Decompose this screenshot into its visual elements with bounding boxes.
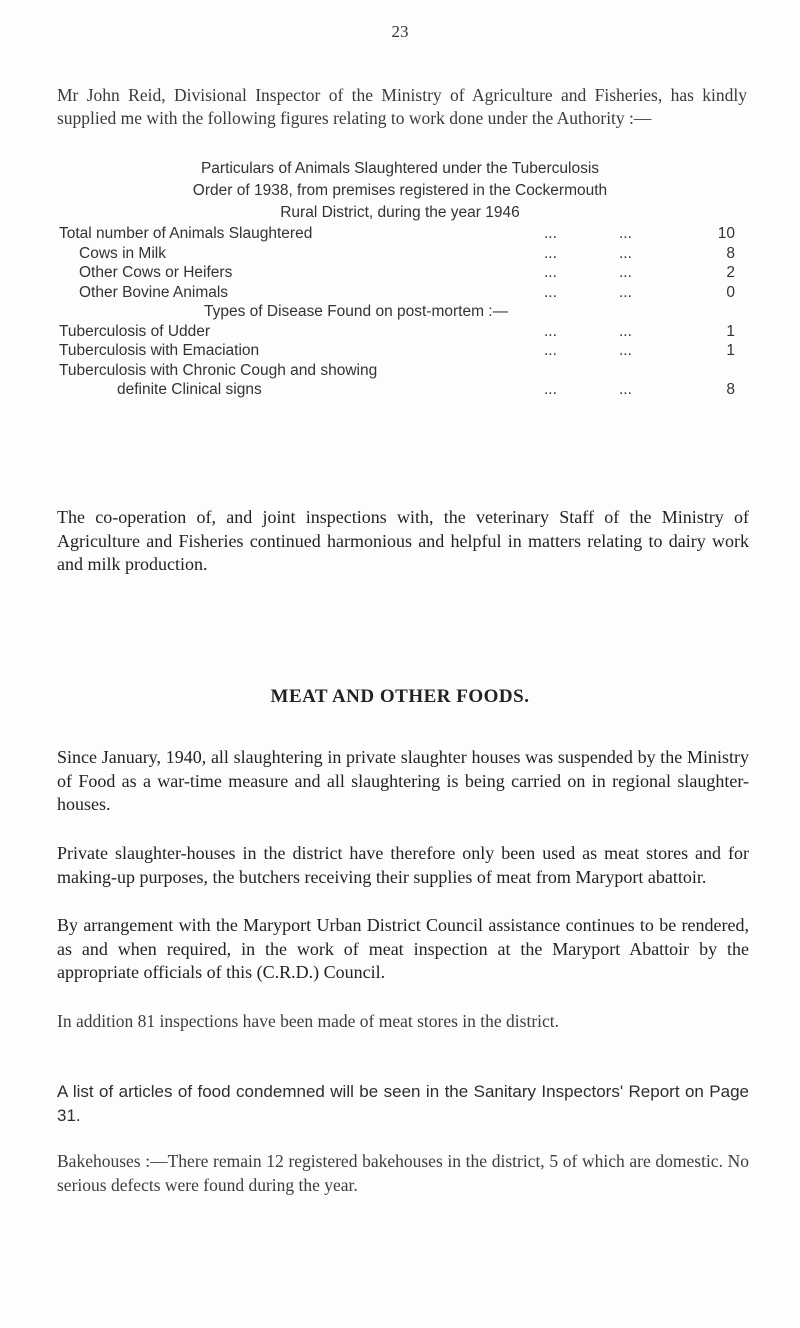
leader-dots: ... bbox=[544, 342, 557, 359]
row-value: 8 bbox=[726, 381, 735, 398]
row-value: 10 bbox=[717, 225, 735, 242]
leader-dots: ... bbox=[619, 381, 632, 398]
row-label: Types of Disease Found on post-mortem :— bbox=[204, 303, 509, 320]
table-row bbox=[59, 380, 735, 400]
bakehouses-paragraph: Bakehouses :—There remain 12 registered bakehouses in the district, 5 of which are domestic. No serious defects were found during the year. bbox=[57, 1151, 749, 1195]
meat-stores-inspections-paragraph: In addition 81 inspections have been made of meat stores in the district. bbox=[57, 1011, 560, 1031]
table-subheading-row bbox=[59, 302, 735, 322]
row-label: Other Cows or Heifers bbox=[79, 264, 233, 281]
table-row bbox=[59, 283, 735, 303]
table-caption-line: Order of 1938, from premises registered in the Cockermouth bbox=[192, 182, 608, 199]
private-slaughterhouses-paragraph: Private slaughter-houses in the district have therefore only been used as meat stores and for making-up purposes, the butchers receiving their supplies of meat from Maryport abattoir. bbox=[57, 843, 749, 887]
leader-dots: ... bbox=[619, 342, 632, 359]
row-value: 1 bbox=[726, 342, 735, 359]
section-heading: MEAT AND OTHER FOODS. bbox=[270, 686, 530, 707]
row-value: 1 bbox=[726, 322, 735, 340]
table-row bbox=[59, 263, 735, 283]
leader-dots: ... bbox=[619, 244, 632, 262]
slaughtering-paragraph: Since January, 1940, all slaughtering in private slaughter houses was suspended by the Ministry of Food as a war-time measure and all slaughtering is being carried on in regional slaughter-houses. bbox=[57, 747, 749, 814]
table-caption-line: Rural District, during the year 1946 bbox=[280, 204, 520, 221]
page-number: 23 bbox=[391, 22, 409, 41]
row-label: Other Bovine Animals bbox=[79, 283, 229, 301]
leader-dots: ... bbox=[544, 381, 557, 398]
cooperation-paragraph: The co-operation of, and joint inspections with, the veterinary Staff of the Ministry of Agriculture and Fisheries continued harmonious and helpful in matters relating to dairy work and milk production. bbox=[57, 507, 749, 574]
arrangement-paragraph: By arrangement with the Maryport Urban District Council assistance continues to be rendered, as and when required, in the work of meat inspection at the Maryport Abattoir by the appropriate officials of this (C.R.D.) Council. bbox=[57, 915, 749, 982]
leader-dots: ... bbox=[619, 283, 632, 301]
row-value: 2 bbox=[726, 264, 735, 281]
row-label: definite Clinical signs bbox=[117, 381, 262, 398]
row-value: 0 bbox=[726, 283, 735, 301]
leader-dots: ... bbox=[619, 322, 632, 340]
table-row bbox=[59, 244, 735, 264]
leader-dots: ... bbox=[544, 283, 557, 301]
leader-dots: ... bbox=[544, 322, 557, 340]
table-row bbox=[59, 341, 735, 361]
table-row bbox=[59, 322, 735, 342]
leader-dots: ... bbox=[544, 244, 557, 262]
row-label: Tuberculosis with Chronic Cough and showing bbox=[59, 361, 378, 379]
row-label: Total number of Animals Slaughtered bbox=[59, 225, 313, 242]
condemned-food-paragraph: A list of articles of food condemned will be seen in the Sanitary Inspectors' Report on Page 31. bbox=[57, 1082, 749, 1125]
leader-dots: ... bbox=[544, 225, 557, 242]
row-label: Tuberculosis with Emaciation bbox=[59, 342, 260, 359]
table-caption bbox=[0, 158, 800, 224]
table-caption-line: Particulars of Animals Slaughtered under the Tuberculosis bbox=[200, 160, 600, 177]
leader-dots: ... bbox=[544, 264, 557, 281]
row-label: Tuberculosis of Udder bbox=[59, 322, 211, 340]
row-label: Cows in Milk bbox=[79, 244, 166, 262]
leader-dots: ... bbox=[619, 264, 632, 281]
row-value: 8 bbox=[726, 244, 735, 262]
leader-dots: ... bbox=[619, 225, 632, 242]
intro-paragraph: Mr John Reid, Divisional Inspector of the Ministry of Agriculture and Fisheries, has kindly supplied me with the following figures relating to work done under the Authority :— bbox=[57, 85, 747, 128]
table-row bbox=[59, 361, 735, 381]
table-row bbox=[59, 224, 735, 244]
slaughter-statistics-table bbox=[59, 224, 735, 400]
